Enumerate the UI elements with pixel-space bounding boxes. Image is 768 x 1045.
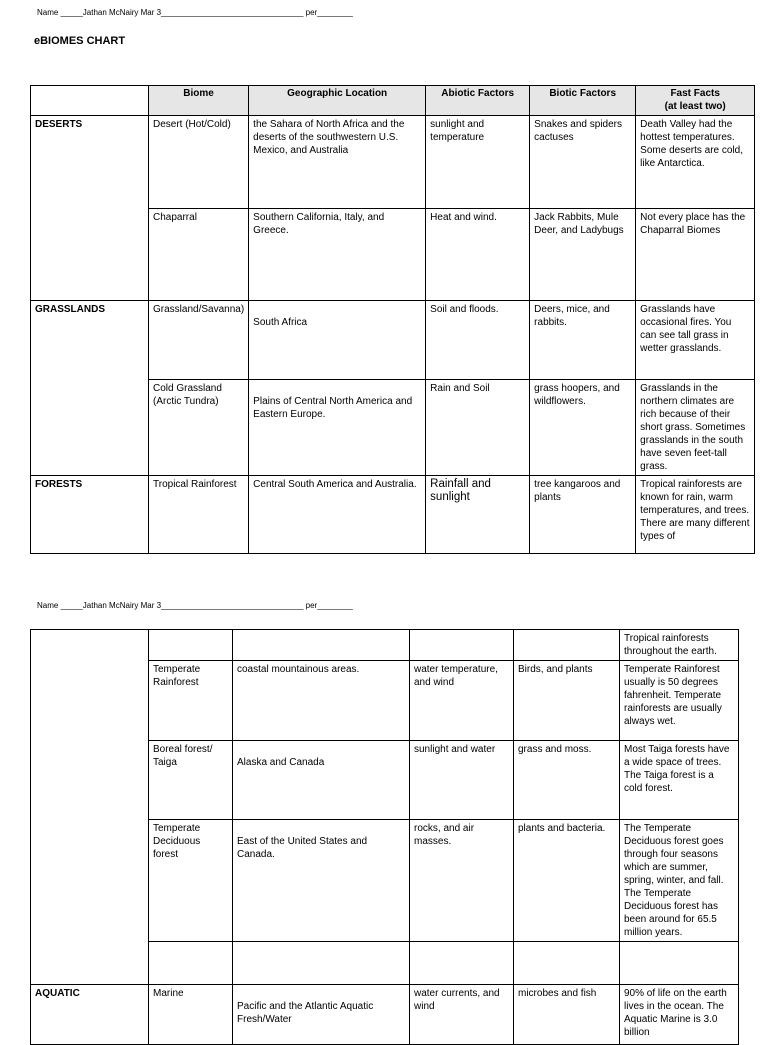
facts-cell: Grasslands in the northern climates are rich because of their short grass. Sometimes grasslands in the south have seven feet-tall grass. [636,380,755,476]
biome-cell: Cold Grassland (Arctic Tundra) [149,380,249,476]
abiotic-cell: Rainfall and sunlight [426,476,530,554]
abiotic-cell: sunlight and temperature [426,116,530,209]
biotic-cell: plants and bacteria. [514,820,620,942]
location-text: South Africa [253,317,308,328]
biome-cell: Temperate Deciduous forest [149,820,233,942]
biome-cell [149,630,233,661]
abiotic-cell: water currents, and wind [410,985,514,1045]
biotic-cell: Snakes and spiders cactuses [530,116,636,209]
facts-cell: The Temperate Deciduous forest goes through four seasons which are summer, spring, winter, and fall. The Temperate Deciduous forest has been around for 65.5 million years. [620,820,739,942]
table-row [31,630,739,661]
biotic-cell [514,942,620,985]
location-cell: Southern California, Italy, and Greece. [249,209,426,301]
table-row [31,985,739,1045]
table-row [31,476,755,554]
abiotic-cell [410,630,514,661]
facts-cell: Grasslands have occasional fires. You can see tall grass in wetter grasslands. [636,301,755,380]
biome-cell: Temperate Rainforest [149,661,233,741]
abiotic-cell: sunlight and water [410,741,514,820]
biomes-table-page1 [30,85,755,554]
biotic-cell: grass and moss. [514,741,620,820]
location-cell [249,380,426,476]
location-cell: coastal mountainous areas. [233,661,410,741]
biome-cell: Desert (Hot/Cold) [149,116,249,209]
biome-cell: Boreal forest/ Taiga [149,741,233,820]
abiotic-cell: Heat and wind. [426,209,530,301]
biotic-cell [514,630,620,661]
abiotic-cell: rocks, and air masses. [410,820,514,942]
category-deserts: DESERTS [31,116,149,301]
biotic-cell: Jack Rabbits, Mule Deer, and Ladybugs [530,209,636,301]
category-grasslands: GRASSLANDS [31,301,149,476]
location-text: East of the United States and Canada. [237,836,368,860]
biome-cell: Grassland/Savanna) [149,301,249,380]
header-abiotic: Abiotic Factors [426,86,530,116]
biotic-cell: Deers, mice, and rabbits. [530,301,636,380]
header-fast-facts-note: (at least two) [664,101,726,112]
biome-cell: Marine [149,985,233,1045]
facts-cell: Most Taiga forests have a wide space of trees. The Taiga forest is a cold forest. [620,741,739,820]
category-cell [31,630,149,985]
header-blank [31,86,149,116]
header-fast-facts-title: Fast Facts [670,88,720,99]
biotic-cell: grass hoopers, and wildflowers. [530,380,636,476]
facts-cell: Tropical rainforests throughout the earth. [620,630,739,661]
location-cell: the Sahara of North Africa and the deserts of the southwestern U.S. Mexico, and Australia [249,116,426,209]
facts-cell: Tropical rainforests are known for rain, warm temperatures, and trees. There are many different types of [636,476,755,554]
facts-cell: Temperate Rainforest usually is 50 degrees fahrenheit. Temperate rainforests are usually always wet. [620,661,739,741]
location-text: Alaska and Canada [237,757,325,768]
page-header: Name _____Jathan McNairy Mar 3________________________________ per________ [37,601,353,610]
biotic-cell: tree kangaroos and plants [530,476,636,554]
abiotic-cell: water temperature, and wind [410,661,514,741]
header-biome: Biome [149,86,249,116]
location-cell [233,985,410,1045]
table-row [31,116,755,209]
category-aquatic: AQUATIC [31,985,149,1045]
category-forests: FORESTS [31,476,149,554]
abiotic-cell: Rain and Soil [426,380,530,476]
facts-cell: Not every place has the Chaparral Biomes [636,209,755,301]
abiotic-cell: Soil and floods. [426,301,530,380]
page-header: Name _____Jathan McNairy Mar 3________________________________ per________ [37,8,353,17]
location-cell [233,820,410,942]
biotic-cell: Birds, and plants [514,661,620,741]
header-biotic: Biotic Factors [530,86,636,116]
biomes-table-page2 [30,629,739,1045]
location-cell [233,741,410,820]
facts-cell: Death Valley had the hottest temperatures. Some deserts are cold, like Antarctica. [636,116,755,209]
facts-cell [620,942,739,985]
header-location: Geographic Location [249,86,426,116]
abiotic-cell [410,942,514,985]
table-row [31,301,755,380]
facts-cell: 90% of life on the earth lives in the ocean. The Aquatic Marine is 3.0 billion [620,985,739,1045]
location-text: Plains of Central North America and Eastern Europe. [253,396,413,420]
location-text: Pacific and the Atlantic Aquatic Fresh/Water [237,1001,374,1025]
location-cell [233,630,410,661]
biome-cell [149,942,233,985]
location-cell: Central South America and Australia. [249,476,426,554]
location-cell [249,301,426,380]
biome-cell: Tropical Rainforest [149,476,249,554]
biome-cell: Chaparral [149,209,249,301]
table-header-row [31,86,755,116]
location-cell [233,942,410,985]
header-fast-facts [636,86,755,116]
document-title: eBIOMES CHART [34,35,126,47]
biotic-cell: microbes and fish [514,985,620,1045]
